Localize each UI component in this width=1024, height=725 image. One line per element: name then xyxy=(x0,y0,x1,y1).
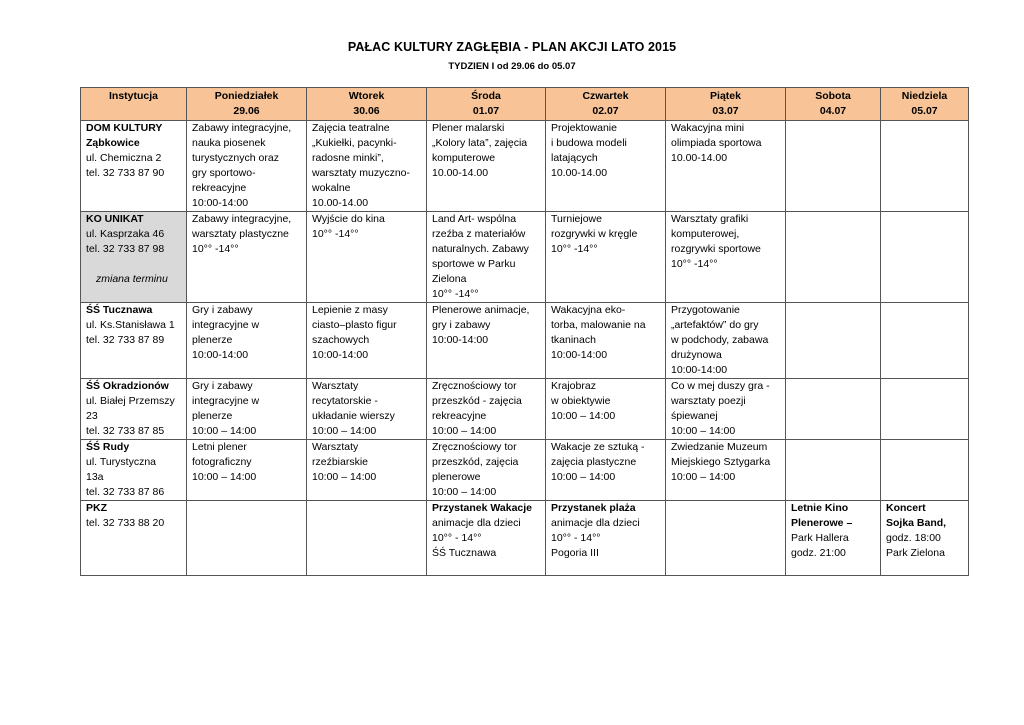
table-row xyxy=(81,121,969,212)
activity-cell: Projektowanie i budowa modeli latających 10.00-14.00 xyxy=(546,121,666,212)
table-row xyxy=(81,379,969,440)
activity-cell: Zajęcia teatralne „Kukiełki, pacynki- radosne minki”, warsztaty muzyczno- wokalne 10.00-14.00 xyxy=(307,121,427,212)
header-saturday: Sobota 04.07 xyxy=(786,88,881,121)
empty-cell xyxy=(307,501,427,576)
activity-cell: Warsztaty grafiki komputerowej, rozgrywki sportowe 10°° -14°° xyxy=(666,212,786,303)
activity-cell: Plener malarski „Kolory lata”, zajęcia komputerowe 10.00-14.00 xyxy=(427,121,546,212)
header-row xyxy=(81,88,969,121)
empty-cell xyxy=(881,212,969,303)
activity-cell: Zabawy integracyjne, warsztaty plastyczne 10°° -14°° xyxy=(187,212,307,303)
empty-cell xyxy=(881,379,969,440)
activity-cell: Wakacje ze sztuką - zajęcia plastyczne 10:00 – 14:00 xyxy=(546,440,666,501)
empty-cell xyxy=(881,440,969,501)
activity-cell: Zręcznościowy tor przeszkód, zajęcia plenerowe 10:00 – 14:00 xyxy=(427,440,546,501)
empty-cell xyxy=(786,379,881,440)
activity-cell: Gry i zabawy integracyjne w plenerze 10:00 – 14:00 xyxy=(187,379,307,440)
header-sunday: Niedziela 05.07 xyxy=(881,88,969,121)
institution-cell: ŚŚ Rudy ul. Turystyczna 13a tel. 32 733 87 86 xyxy=(81,440,187,501)
activity-cell: Land Art- wspólna rzeźba z materiałów naturalnych. Zabawy sportowe w Parku Zielona 10°° -14°° xyxy=(427,212,546,303)
activity-cell: Zwiedzanie Muzeum Miejskiego Sztygarka 10:00 – 14:00 xyxy=(666,440,786,501)
table-row xyxy=(81,440,969,501)
institution-cell: DOM KULTURY Ząbkowice ul. Chemiczna 2 tel. 32 733 87 90 xyxy=(81,121,187,212)
activity-cell: Turniejowe rozgrywki w kręgle 10°° -14°° xyxy=(546,212,666,303)
document-subtitle: TYDZIEN I od 29.06 do 05.07 xyxy=(448,61,576,72)
empty-cell xyxy=(881,303,969,379)
activity-cell: Krajobraz w obiektywie 10:00 – 14:00 xyxy=(546,379,666,440)
activity-cell: Gry i zabawy integracyjne w plenerze 10:00-14:00 xyxy=(187,303,307,379)
schedule-table xyxy=(80,87,969,576)
activity-cell: Plenerowe animacje, gry i zabawy 10:00-14:00 xyxy=(427,303,546,379)
activity-cell: Zabawy integracyjne, nauka piosenek turystycznych oraz gry sportowo- rekreacyjne 10:00-14:00 xyxy=(187,121,307,212)
institution-cell: ŚŚ Tucznawa ul. Ks.Stanisława 1 tel. 32 733 87 89 xyxy=(81,303,187,379)
activity-cell: Przystanek Wakacje animacje dla dzieci 10°° - 14°° ŚŚ Tucznawa xyxy=(427,501,546,576)
table-row xyxy=(81,212,969,303)
empty-cell xyxy=(666,501,786,576)
activity-cell: Letnie Kino Plenerowe – Park Hallera godz. 21:00 xyxy=(786,501,881,576)
activity-cell: Wakacyjna eko- torba, malowanie na tkaninach 10:00-14:00 xyxy=(546,303,666,379)
activity-cell: Przystanek plaża animacje dla dzieci 10°° - 14°° Pogoria III xyxy=(546,501,666,576)
empty-cell xyxy=(187,501,307,576)
activity-cell: Wyjście do kina 10°° -14°° xyxy=(307,212,427,303)
empty-cell xyxy=(786,212,881,303)
activity-cell: Zręcznościowy tor przeszkód - zajęcia rekreacyjne 10:00 – 14:00 xyxy=(427,379,546,440)
activity-cell: Wakacyjna mini olimpiada sportowa 10.00-14.00 xyxy=(666,121,786,212)
table-row xyxy=(81,501,969,576)
activity-cell: Warsztaty rzeźbiarskie 10:00 – 14:00 xyxy=(307,440,427,501)
empty-cell xyxy=(786,440,881,501)
header-tuesday: Wtorek 30.06 xyxy=(307,88,427,121)
header-friday: Piątek 03.07 xyxy=(666,88,786,121)
activity-cell: Przygotowanie „artefaktów” do gry w podchody, zabawa drużynowa 10:00-14:00 xyxy=(666,303,786,379)
header-thursday: Czwartek 02.07 xyxy=(546,88,666,121)
empty-cell xyxy=(786,121,881,212)
activity-cell: Co w mej duszy gra - warsztaty poezji śpiewanej 10:00 – 14:00 xyxy=(666,379,786,440)
activity-cell: Warsztaty recytatorskie - układanie wierszy 10:00 – 14:00 xyxy=(307,379,427,440)
empty-cell xyxy=(881,121,969,212)
table-row xyxy=(81,303,969,379)
schedule-change-note: zmiana terminu xyxy=(96,273,168,285)
institution-cell: ŚŚ Okradzionów ul. Białej Przemszy 23 tel. 32 733 87 85 xyxy=(81,379,187,440)
activity-cell: Letni plener fotograficzny 10:00 – 14:00 xyxy=(187,440,307,501)
empty-cell xyxy=(786,303,881,379)
activity-cell: Lepienie z masy ciasto–plasto figur szachowych 10:00-14:00 xyxy=(307,303,427,379)
header-monday: Poniedziałek 29.06 xyxy=(187,88,307,121)
header-institution: Instytucja xyxy=(81,88,187,121)
header-wednesday: Środa 01.07 xyxy=(427,88,546,121)
activity-cell: Koncert Sojka Band, godz. 18:00 Park Zielona xyxy=(881,501,969,576)
institution-cell: KO UNIKAT ul. Kasprzaka 46 tel. 32 733 87 98 zmiana terminu xyxy=(81,212,187,303)
document-title: PAŁAC KULTURY ZAGŁĘBIA - PLAN AKCJI LATO 2015 xyxy=(347,40,677,54)
institution-cell: PKZ tel. 32 733 88 20 xyxy=(81,501,187,576)
